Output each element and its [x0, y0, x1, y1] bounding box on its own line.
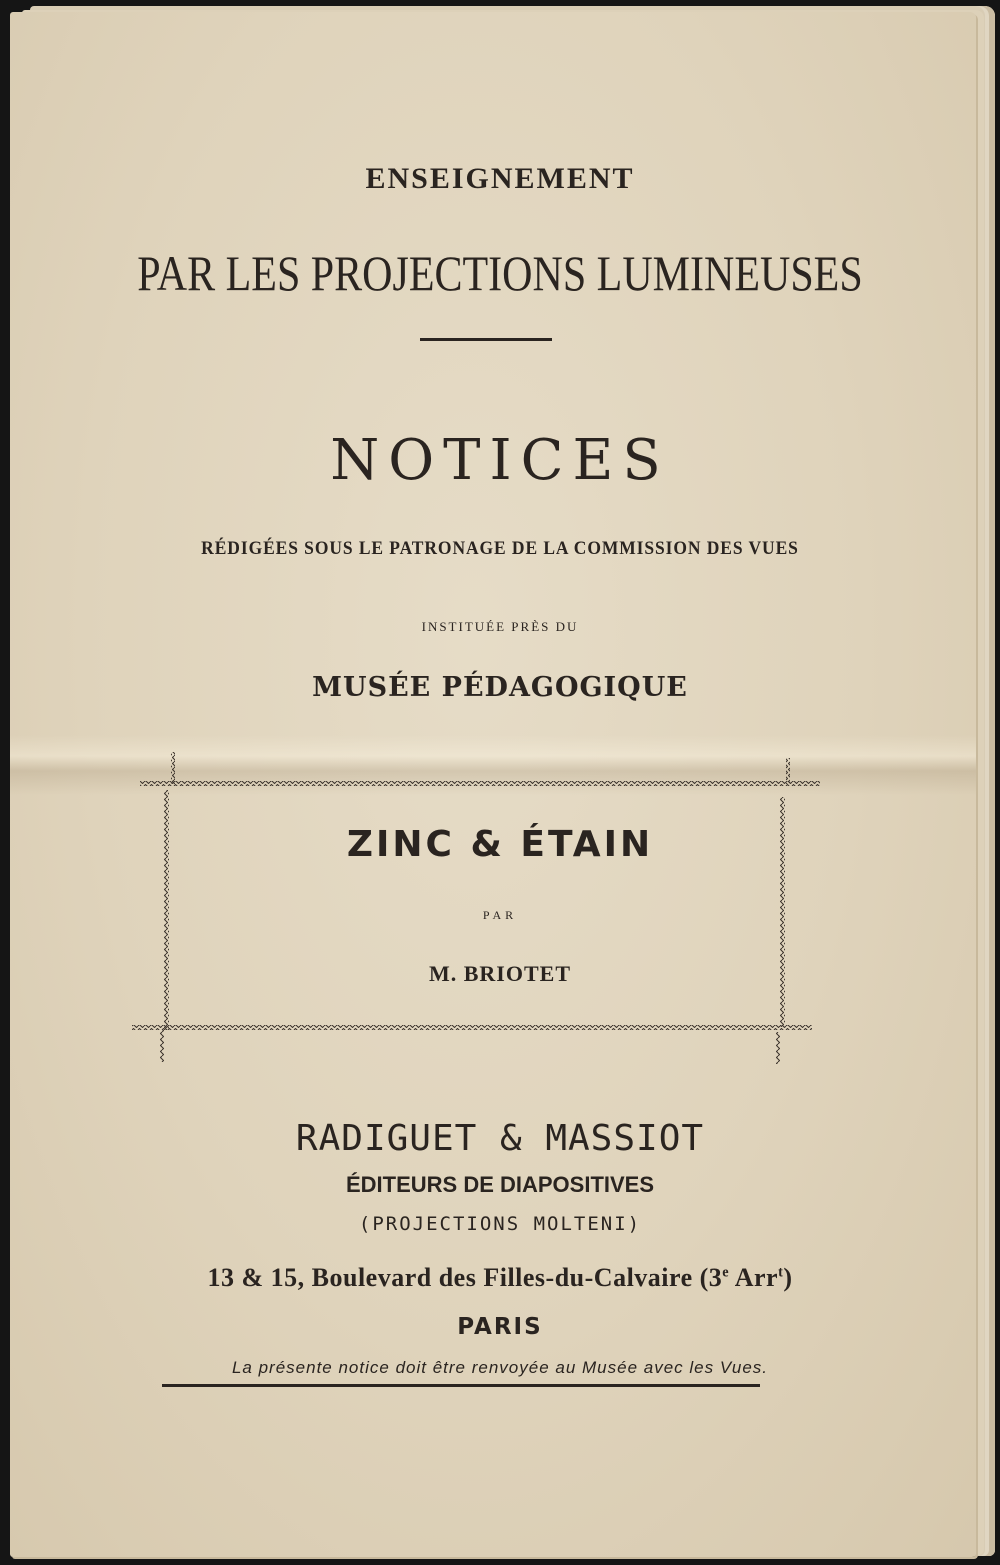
heading-projections: PAR LES PROJECTIONS LUMINEUSES: [137, 245, 863, 301]
publisher-name: RADIGUET & MASSIOT: [295, 1118, 705, 1159]
heading-enseignement: ENSEIGNEMENT: [365, 162, 635, 195]
publisher-role: ÉDITEURS DE DIAPOSITIVES: [345, 1172, 655, 1197]
address-arr: Arr: [729, 1263, 779, 1292]
author-name: M. BRIOTET: [428, 961, 572, 986]
address-close: ): [783, 1263, 793, 1292]
publisher-series: (PROJECTIONS MOLTENI): [358, 1213, 642, 1235]
return-note: La présente notice doit être renvoyée au Musée avec les Vues.: [231, 1358, 769, 1377]
address-text: 13 & 15, Boulevard des Filles-du-Calvaire (3: [207, 1263, 723, 1292]
notices-subtitle: RÉDIGÉES SOUS LE PATRONAGE DE LA COMMISSION DES VUES: [201, 538, 799, 559]
publisher-address: [0, 1263, 1000, 1293]
instituted-text: INSTITUÉE PRÈS DU: [421, 619, 579, 634]
address-sup-t: t: [778, 1264, 784, 1281]
publisher-city: PARIS: [457, 1314, 543, 1340]
topic-title: ZINC & ÉTAIN: [346, 824, 654, 865]
by-label: PAR: [482, 908, 518, 922]
museum-name: MUSÉE PÉDAGOGIQUE: [312, 672, 688, 703]
address-sup-e: e: [722, 1264, 730, 1281]
notices-title: NOTICES: [330, 428, 670, 493]
note-underline: [162, 1384, 760, 1387]
